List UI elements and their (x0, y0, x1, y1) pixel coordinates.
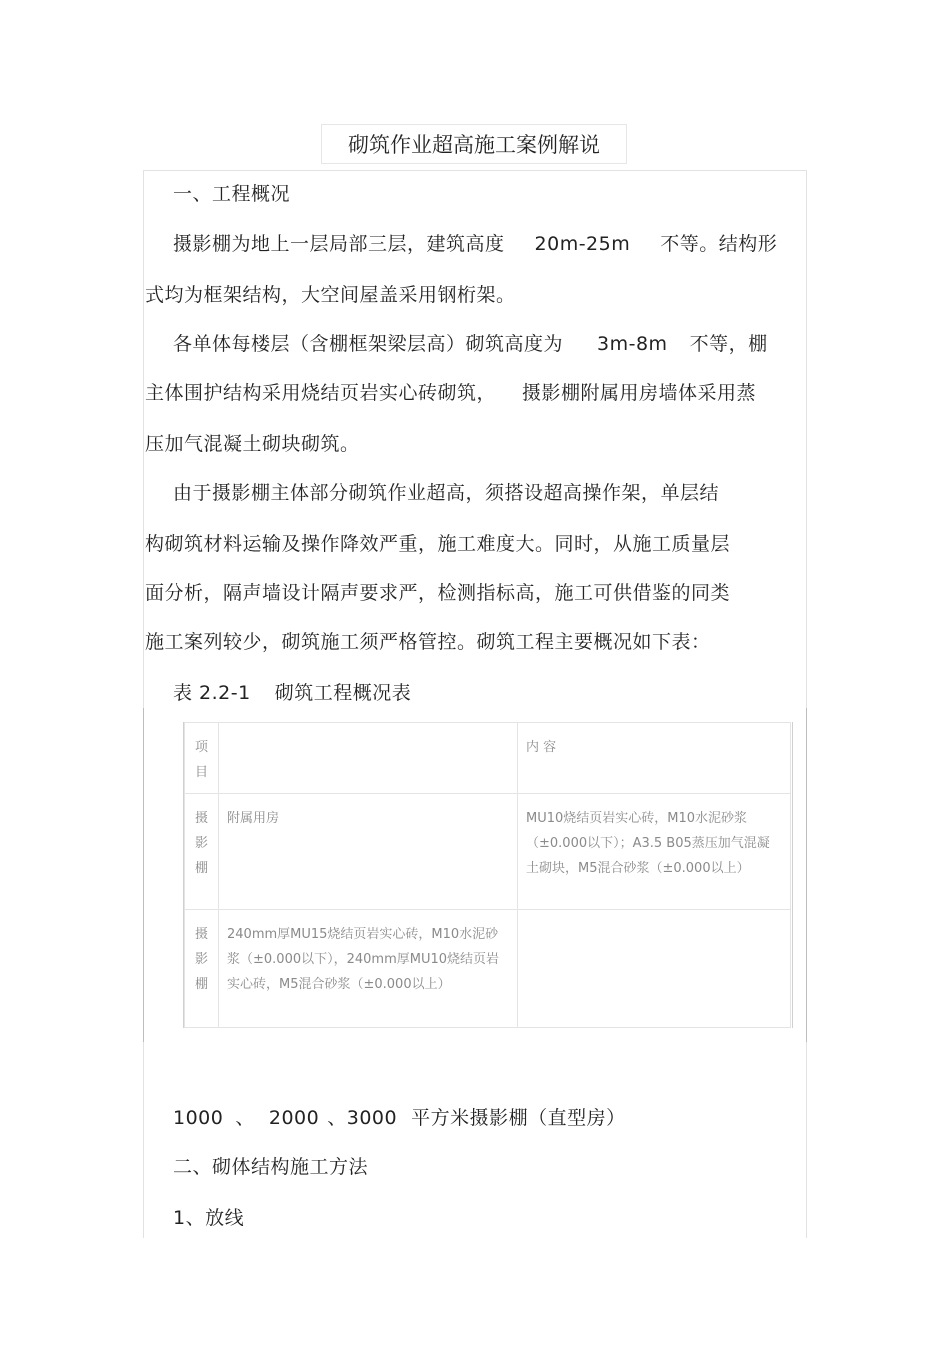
table-frame-inner-right (792, 722, 793, 1028)
paragraph-2-line-2 (145, 378, 756, 405)
paragraph-3-line-2: 构砌筑材料运输及操作降效严重，施工难度大。同时，从施工质量层 (145, 533, 731, 555)
table-header-cell: 内 容 (518, 723, 791, 794)
frame-top-line (143, 170, 806, 171)
paragraph-text: 主体围护结构采用烧结页岩实心砖砌筑， (145, 382, 497, 404)
paragraph-2-line-3: 压加气混凝土砌块砌筑。 (145, 433, 360, 455)
paragraph-text: 不等。结构形 (660, 233, 778, 255)
paragraph-1-line-1 (173, 229, 777, 256)
area-value: 1000 (173, 1107, 224, 1129)
paragraph-text: 各单体每楼层（含棚框架梁层高）砌筑高度为 (173, 333, 564, 355)
table-row (185, 910, 791, 1028)
section-heading-method: 二、砌体结构施工方法 (173, 1156, 369, 1178)
section-heading-overview: 一、工程概况 (173, 183, 291, 205)
area-description: 平方米摄影棚（直型房） (411, 1107, 626, 1129)
table-cell: MU10烧结页岩实心砖，M10水泥砂浆（±0.000以下）；A3.5 B05蒸压加气混凝土砌块，M5混合砂浆（±0.000以上） (518, 794, 791, 910)
table-caption (173, 678, 411, 705)
table-cell: 摄影棚 (185, 910, 219, 1028)
table-header-row (185, 723, 791, 794)
studio-area-line (173, 1103, 626, 1130)
paragraph-text: 摄影棚附属用房墙体采用蒸 (522, 382, 757, 404)
table-number: 表 2.2-1 (173, 682, 251, 704)
paragraph-2-line-1 (173, 329, 768, 356)
table-cell: 摄影棚 (185, 794, 219, 910)
table-cell (518, 910, 791, 1028)
area-value: 、3000 (327, 1107, 398, 1129)
table-frame-right (806, 708, 807, 1042)
table-cell: 240mm厚MU15烧结页岩实心砖，M10水泥砂浆（±0.000以下），240mm厚MU10烧结页岩实心砖，M5混合砂浆（±0.000以上） (219, 910, 518, 1028)
subsection-heading-layout: 1、放线 (173, 1207, 245, 1229)
table-name: 砌筑工程概况表 (274, 682, 412, 704)
area-separator: 、 (235, 1107, 255, 1129)
table-cell: 附属用房 (219, 794, 518, 910)
height-range: 20m-25m (534, 233, 631, 255)
area-value: 2000 (268, 1107, 320, 1129)
paragraph-3-line-3: 面分析，隔声墙设计隔声要求严，检测指标高，施工可供借鉴的同类 (145, 582, 731, 604)
paragraph-3-line-4: 施工案列较少，砌筑施工须严格管控。砌筑工程主要概况如下表： (145, 631, 711, 653)
table-header-cell (219, 723, 518, 794)
frame-left-line (143, 170, 144, 1238)
paragraph-1-line-2: 式均为框架结构，大空间屋盖采用钢桁架。 (145, 284, 516, 306)
table-frame-left (143, 708, 144, 1042)
paragraph-text: 不等，棚 (689, 333, 768, 355)
paragraph-text: 摄影棚为地上一层局部三层，建筑高度 (173, 233, 505, 255)
height-range: 3m-8m (597, 333, 668, 355)
masonry-overview-table (184, 722, 791, 1028)
document-title: 砌筑作业超高施工案例解说 (321, 124, 627, 164)
frame-right-line (806, 170, 807, 1238)
table-row (185, 794, 791, 910)
paragraph-3-line-1: 由于摄影棚主体部分砌筑作业超高，须搭设超高操作架，单层结 (173, 482, 720, 504)
table-header-cell: 项目 (185, 723, 219, 794)
